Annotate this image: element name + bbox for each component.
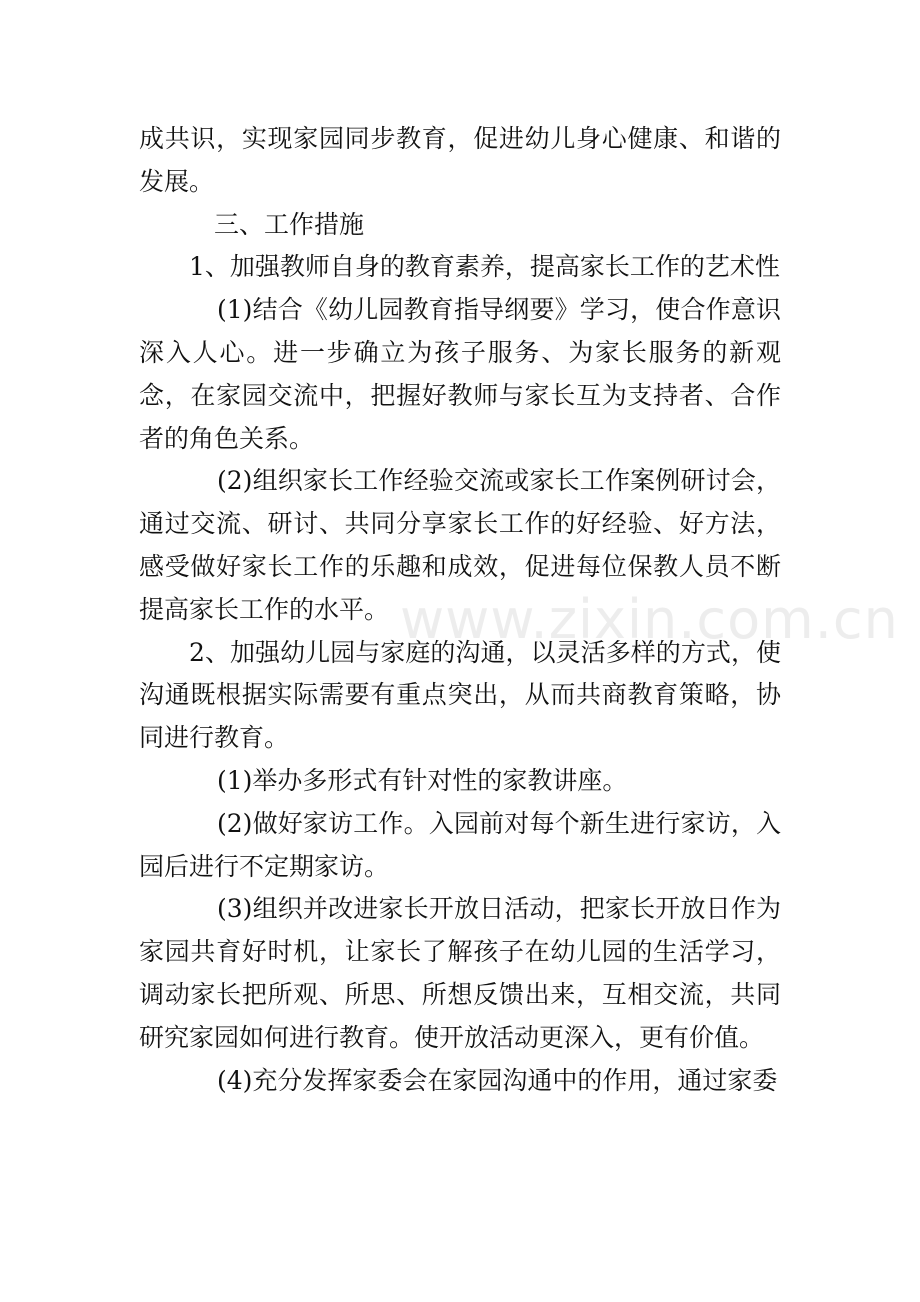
paragraph: (3)组织并改进家长开放日活动，把家长开放日作为家园共育好时机，让家长了解孩子在幼儿园的生活学习，调动家长把所观、所思、所想反馈出来，互相交流，共同研究家园如何进行教育。使开放活动更深入，更有价值。: [139, 894, 781, 1052]
paragraph: (2)做好家访工作。入园前对每个新生进行家访，入园后进行不定期家访。: [139, 808, 781, 881]
paragraph: (1)举办多形式有针对性的家教讲座。: [217, 765, 628, 795]
section-heading: 三、工作措施: [214, 209, 365, 239]
paragraph: (4)充分发挥家委会在家园沟通中的作用，通过家委: [217, 1065, 778, 1095]
paragraph: (2)组织家长工作经验交流或家长工作案例研讨会，通过交流、研讨、共同分享家长工作的好经验、好方法，感受做好家长工作的乐趣和成效，促进每位保教人员不断提高家长工作的水平。: [139, 466, 781, 624]
paragraph-continuation: 成共识，实现家园同步教育，促进幼儿身心健康、和谐的发展。: [139, 124, 781, 196]
subsection-heading: 2、加强幼儿园与家庭的沟通，以灵活多样的方式，使沟通既根据实际需要有重点突出，从而共商教育策略，协同进行教育。: [139, 637, 781, 753]
document-body: [139, 118, 781, 1102]
paragraph: (1)结合《幼儿园教育指导纲要》学习，使合作意识深入人心。进一步确立为孩子服务、为家长服务的新观念，在家园交流中，把握好教师与家长互为支持者、合作者的角色关系。: [139, 295, 781, 453]
subsection-heading: 1、加强教师自身的教育素养，提高家长工作的艺术性: [189, 252, 780, 282]
watermark-text: www.zixin.com.cn: [400, 588, 899, 651]
